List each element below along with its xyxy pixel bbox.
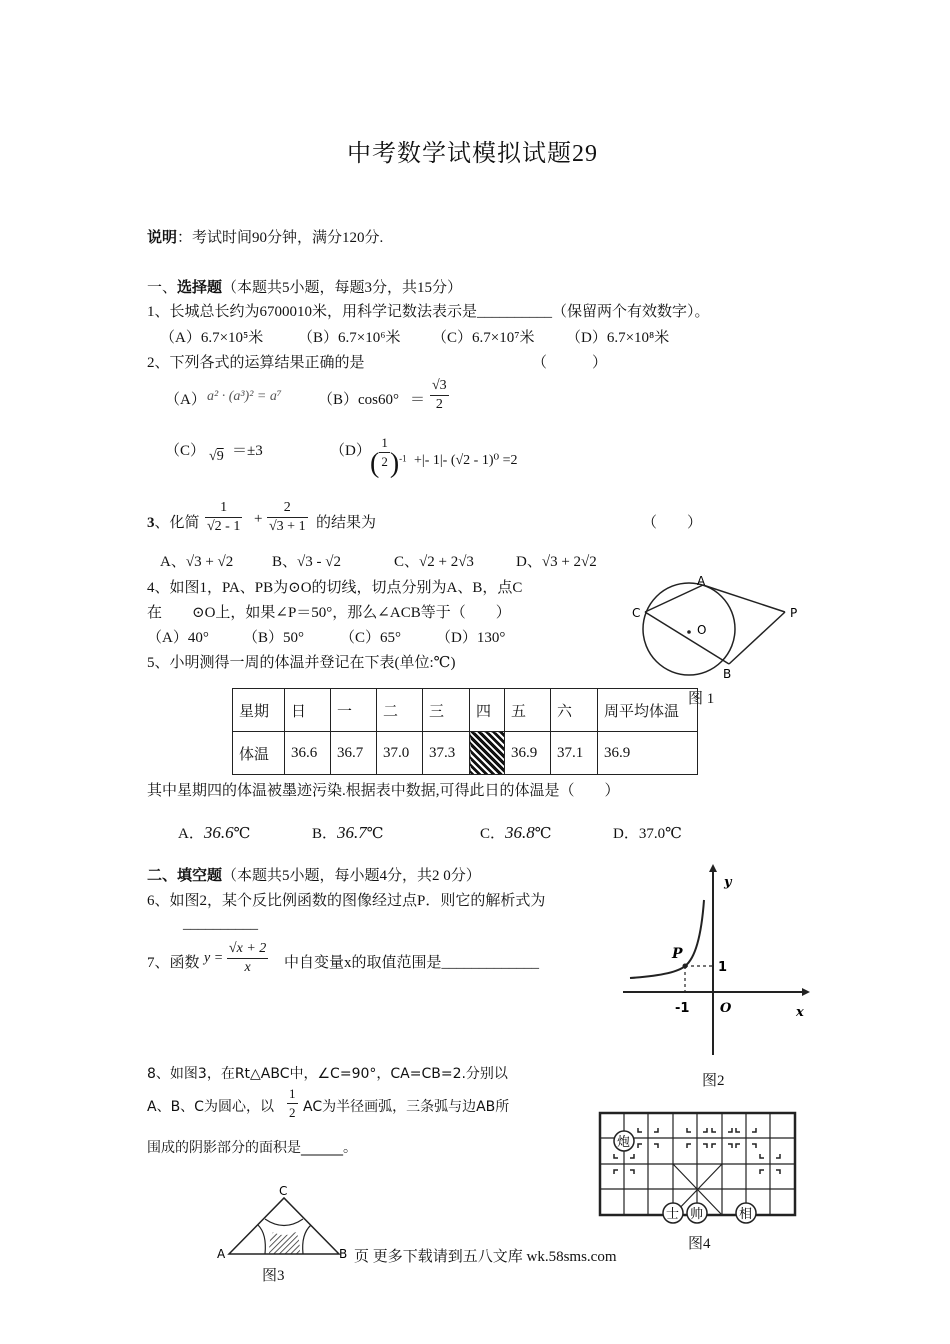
figure-3-diagram [215, 1182, 355, 1262]
q2-a-expr: a² · (a³)² = a⁷ [207, 389, 282, 404]
table-header-cell: 周平均体温 [598, 689, 698, 732]
fig1-center-dot [687, 630, 691, 634]
q3-stem [147, 511, 200, 532]
fig1-label-b: B [723, 667, 732, 681]
exam-note [147, 226, 383, 247]
q2-d-expr: +|- 1|- (√2 - 1)⁰ =2 [414, 453, 518, 468]
q7-pre: 7、函数 [147, 955, 200, 971]
ink-stain-cell [470, 732, 505, 775]
q8-fraction: $\frac{1}{2}$ [289, 1086, 296, 1120]
table-header-cell: 六 [551, 689, 598, 732]
q2-b-label: （B）cos60° [318, 392, 399, 408]
table-header-cell: 三 [423, 689, 470, 732]
figure-1-diagram [625, 572, 810, 682]
q2-paren: （ ） [532, 355, 608, 371]
table-header-cell: 星期 [233, 689, 285, 732]
table-row [233, 732, 698, 775]
fig4-piece-shuai-label: 帅 [690, 1207, 704, 1222]
q5-option-b: B．36.7℃ [312, 823, 384, 842]
q5-option-d: D．37.0℃ [613, 826, 682, 842]
fig2-label-y: y [724, 875, 732, 890]
q3-option-d: D、√3 + 2√2 [516, 554, 597, 570]
q2-b-eq: ＝ [410, 392, 426, 408]
fig3-arc-a [258, 1225, 265, 1254]
figure-4-chessboard [597, 1110, 799, 1228]
footer-text: 页 更多下载请到五八文库 wk.58sms.com [354, 1249, 617, 1265]
table-header-cell: 四 [470, 689, 505, 732]
section-2-desc: （本题共5小题，每小题4分，共2 0分） [222, 868, 481, 884]
q3-option-b: B、√3 - √2 [272, 554, 341, 570]
fig1-caption: 图 1 [688, 691, 715, 707]
fig1-circle [643, 583, 735, 675]
fig2-label-neg-one: -1 [675, 1001, 690, 1016]
section-1-header [147, 276, 462, 297]
q1-option-b: （B）6.7×10⁶米 [298, 330, 401, 346]
note-label: 说明 [147, 230, 178, 246]
q3-option-a: A、√3 + √2 [160, 554, 234, 570]
q2-b-fraction: $\frac{√3}{2}$ [432, 378, 447, 412]
q8-line2-post: AC为半径画弧，三条弧与边AB所 [303, 1099, 510, 1115]
section-2-prefix: 二、 [147, 868, 178, 884]
q2-stem: 2、下列各式的运算结果正确的是 [147, 355, 365, 371]
q1-stem: 1、长城总长约为6700010米，用科学记数法表示是__________（保留两个有效数字）。 [147, 304, 710, 320]
q5-option-c: C．36.8℃ [480, 823, 552, 842]
q3-paren: （ ） [642, 515, 703, 531]
q3-fraction-2: $\frac{2}{√3 + 1}$ [269, 500, 306, 534]
q4-option-a: （A）40° [147, 630, 209, 646]
table-cell: 36.9 [598, 732, 698, 775]
fig3-label-c: C [279, 1184, 288, 1198]
q3-option-c: C、√2 + 2√3 [394, 554, 474, 570]
section-1-name: 选择题 [177, 280, 223, 296]
q3-number: 3 [147, 515, 155, 531]
fig3-label-b: B [339, 1247, 348, 1261]
fig1-label-p: P [790, 606, 798, 620]
table-header-cell: 日 [285, 689, 331, 732]
q7-function: y = $\frac{√x + 2}{x}$ [204, 941, 267, 975]
q2-a-label: （A） [165, 392, 206, 408]
fig3-arc-c [265, 1219, 303, 1226]
fig1-label-o: O [697, 623, 707, 637]
q2-d-label: （D） [330, 443, 371, 459]
fig3-arc-b [303, 1225, 311, 1254]
q6-stem: 6、如图2，某个反比例函数的图像经过点P．则它的解析式为 [147, 893, 546, 909]
fig2-caption: 图2 [702, 1073, 725, 1089]
q4-line1: 4、如图1，PA、PB为⊙O的切线，切点分别为A、B，点C [147, 580, 523, 596]
fig2-label-one: 1 [718, 960, 728, 975]
q2-d-bracket: ( $\frac{1}{2}$ )$^{-1}$ [370, 435, 407, 479]
table-cell: 36.7 [331, 732, 377, 775]
q2-c-eq: ＝±3 [232, 443, 263, 459]
q3-stem-pre: 、化简 [154, 515, 200, 531]
table-cell: 体温 [233, 732, 285, 775]
table-header-cell: 二 [377, 689, 423, 732]
q4-option-c: （C）65° [340, 630, 402, 646]
section-1-prefix: 一、 [147, 280, 178, 296]
q1-option-d: （D）6.7×10⁸米 [566, 330, 670, 346]
q5-after: 其中星期四的体温被墨迹污染.根据表中数据,可得此日的体温是（ ） [147, 783, 620, 799]
page-title: 中考数学试模拟试题29 [347, 141, 598, 167]
fig4-caption: 图4 [688, 1236, 711, 1252]
fig1-chord-cb [645, 612, 729, 664]
fig4-piece-pao-label: 炮 [617, 1135, 631, 1150]
q2-c-sqrt: √9 [209, 449, 224, 464]
q4-line2: 在 ⊙O上，如果∠P＝50°，那么∠ACB等于（ ） [147, 605, 511, 621]
fig1-label-a: A [697, 574, 706, 588]
fig1-tangent-pa [703, 585, 785, 612]
fig2-label-p: P [672, 946, 683, 962]
table-header-cell: 一 [331, 689, 377, 732]
q1-option-c: （C）6.7×10⁷米 [432, 330, 535, 346]
fig2-point-p [683, 964, 688, 969]
table-row [233, 689, 698, 732]
q4-option-b: （B）50° [243, 630, 305, 646]
q6-blank: __________ [183, 916, 258, 932]
table-cell: 37.3 [423, 732, 470, 775]
table-cell: 37.1 [551, 732, 598, 775]
q3-fraction-1: $\frac{1}{√2 - 1}$ [207, 500, 241, 534]
fig3-caption: 图3 [262, 1268, 285, 1284]
table-cell: 36.6 [285, 732, 331, 775]
note-text: ：考试时间90分钟，满分120分. [177, 230, 384, 246]
q3-plus: + [254, 511, 263, 527]
figure-2-graph [620, 860, 810, 1060]
q8-line2-pre: A、B、C为圆心，以 [147, 1099, 274, 1115]
q8-line1: 8、如图3，在Rt△ABC中，∠C=90°，CA=CB=2.分别以 [147, 1066, 508, 1082]
table-cell: 37.0 [377, 732, 423, 775]
q5-stem: 5、小明测得一周的体温并登记在下表(单位:℃) [147, 655, 456, 671]
fig4-piece-xiang-label: 相 [739, 1207, 753, 1222]
temperature-table [232, 688, 698, 775]
fig4-grid [600, 1113, 795, 1215]
section-2-name: 填空题 [177, 868, 223, 884]
q5-option-a: A．36.6℃ [178, 823, 251, 842]
section-2-header [147, 864, 481, 885]
fig2-y-arrow [709, 864, 717, 872]
fig2-x-arrow [802, 988, 810, 996]
fig2-label-x: x [796, 1005, 804, 1020]
q1-option-a: （A）6.7×10⁵米 [160, 330, 264, 346]
fig2-label-o: O [720, 1001, 732, 1016]
q2-c-label: （C） [165, 443, 206, 459]
q3-stem-post: 的结果为 [316, 515, 377, 531]
table-cell: 36.9 [505, 732, 551, 775]
fig3-label-a: A [217, 1247, 226, 1261]
fig1-tangent-pb [729, 612, 785, 664]
q7-post: 中自变量x的取值范围是_____________ [284, 955, 540, 971]
fig4-piece-shi-label: 士 [666, 1207, 680, 1222]
fig1-label-c: C [632, 606, 641, 620]
table-header-cell: 五 [505, 689, 551, 732]
q4-option-d: （D）130° [436, 630, 506, 646]
q8-line3: 围成的阴影部分的面积是______。 [147, 1140, 357, 1156]
section-1-desc: （本题共5小题，每题3分，共15分） [222, 280, 463, 296]
fig3-shaded-region [269, 1232, 300, 1254]
